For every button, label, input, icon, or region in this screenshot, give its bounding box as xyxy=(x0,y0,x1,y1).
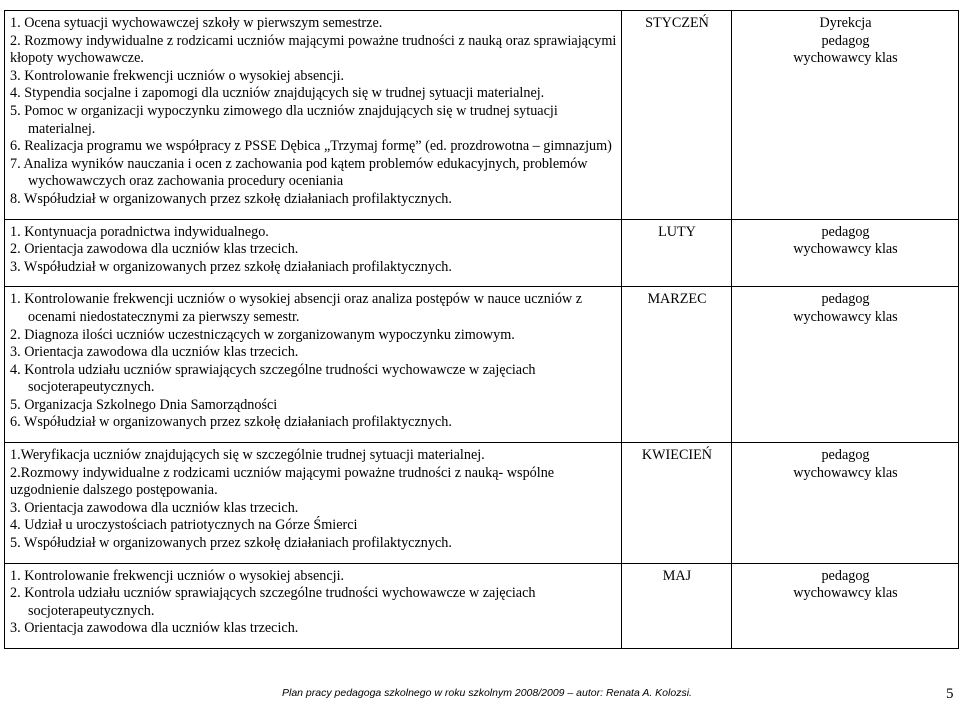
list-item: 3. Orientacja zawodowa dla uczniów klas trzecich. xyxy=(10,499,299,516)
month-cell xyxy=(622,443,732,564)
responsible-cell xyxy=(732,563,959,648)
list-item: 1. Kontrolowanie frekwencji uczniów o wysokiej absencji. xyxy=(10,567,345,584)
list-item: 7. Analiza wyników nauczania i ocen z zachowania pod kątem problemów edukacyjnych, problemów wychowawczych oraz zachowania procedury oceniania xyxy=(10,155,588,190)
list-item: 4. Udział u uroczystościach patriotycznych na Górze Śmierci xyxy=(10,517,358,534)
month-cell xyxy=(622,287,732,443)
tasks-cell xyxy=(5,219,622,287)
month-label: MARZEC xyxy=(647,291,707,308)
tasks-cell xyxy=(5,563,622,648)
list-item: 2. Rozmowy indywidualne z rodzicami uczniów mającymi poważne trudności z nauką oraz sprawiającymi kłopoty wychowawcze. xyxy=(10,32,617,67)
list-item: 5. Współudział w organizowanych przez szkołę działaniach profilaktycznych. xyxy=(10,535,452,552)
list-item: 3. Orientacja zawodowa dla uczniów klas trzecich. xyxy=(10,620,299,637)
month-label: KWIECIEŃ xyxy=(641,447,713,464)
responsible-line: wychowawcy klas xyxy=(793,464,898,481)
responsible-cell xyxy=(732,11,959,220)
responsible-line: pedagog xyxy=(821,567,870,584)
list-item: 1. Kontynuacja poradnictwa indywidualnego. xyxy=(10,223,269,240)
responsible-line: wychowawcy klas xyxy=(793,585,898,602)
work-plan-table xyxy=(4,10,959,649)
list-item: 1. Kontrolowanie frekwencji uczniów o wysokiej absencji oraz analiza postępów w nauce uczniów z ocenami niedostatecznymi za pierwszy semestr. xyxy=(10,291,583,325)
responsible-line: wychowawcy klas xyxy=(793,241,898,258)
responsible-line: wychowawcy klas xyxy=(793,308,898,325)
month-label: MAJ xyxy=(662,567,692,584)
responsible-line: pedagog xyxy=(821,32,870,49)
table-row xyxy=(5,443,959,564)
list-item: 6. Współudział w organizowanych przez szkołę działaniach profilaktycznych. xyxy=(10,414,452,431)
responsible-line: pedagog xyxy=(821,223,870,240)
list-item: 2. Orientacja zawodowa dla uczniów klas trzecich. xyxy=(10,241,299,258)
list-item: 2.Rozmowy indywidualne z rodzicami uczniów mającymi poważne trudności z nauką- wspólne uzgodnienie dalszego postępowania. xyxy=(10,464,555,499)
list-item: 2. Diagnoza ilości uczniów uczestniczących w zorganizowanym wypoczynku zimowym. xyxy=(10,326,515,343)
month-cell xyxy=(622,219,732,287)
month-cell xyxy=(622,11,732,220)
table-row xyxy=(5,287,959,443)
list-item: 5. Organizacja Szkolnego Dnia Samorządności xyxy=(10,396,278,413)
tasks-cell xyxy=(5,443,622,564)
list-item: 1. Ocena sytuacji wychowawczej szkoły w pierwszym semestrze. xyxy=(10,15,383,31)
list-item: 3. Orientacja zawodowa dla uczniów klas trzecich. xyxy=(10,344,299,361)
table-row xyxy=(5,219,959,287)
list-item: 4. Stypendia socjalne i zapomogi dla uczniów znajdujących się w trudnej sytuacji materialnej. xyxy=(10,85,545,102)
tasks-cell xyxy=(5,287,622,443)
responsible-cell xyxy=(732,219,959,287)
list-item: 3. Współudział w organizowanych przez szkołę działaniach profilaktycznych. xyxy=(10,258,452,275)
responsible-line: pedagog xyxy=(821,447,870,464)
list-item: 2. Kontrola udziału uczniów sprawiających szczególne trudności wychowawcze w zajęciach socjoterapeutycznych. xyxy=(10,585,536,619)
page-number: 5 xyxy=(946,686,954,702)
list-item: 5. Pomoc w organizacji wypoczynku zimowego dla uczniów znajdujących się w trudnej sytuacji materialnej. xyxy=(10,102,558,137)
table-row xyxy=(5,11,959,220)
month-cell xyxy=(622,563,732,648)
list-item: 4. Kontrola udziału uczniów sprawiających szczególne trudności wychowawcze w zajęciach socjoterapeutycznych. xyxy=(10,361,536,396)
responsible-cell xyxy=(732,443,959,564)
responsible-cell xyxy=(732,287,959,443)
month-label: STYCZEŃ xyxy=(645,15,709,31)
month-label: LUTY xyxy=(658,223,696,240)
page-footer: Plan pracy pedagoga szkolnego w roku szkolnym 2008/2009 – autor: Renata A. Kolozsi. xyxy=(282,687,692,699)
table-row xyxy=(5,563,959,648)
tasks-cell xyxy=(5,11,622,220)
list-item: 3. Kontrolowanie frekwencji uczniów o wysokiej absencji. xyxy=(10,67,345,84)
list-item: 6. Realizacja programu we współpracy z PSSE Dębica „Trzymaj formę” (ed. prozdrowotna – gimnazjum) xyxy=(10,138,612,155)
list-item: 1.Weryfikacja uczniów znajdujących się w szczególnie trudnej sytuacji materialnej. xyxy=(10,447,485,464)
list-item: 8. Współudział w organizowanych przez szkołę działaniach profilaktycznych. xyxy=(10,190,452,207)
responsible-line: pedagog xyxy=(821,291,870,308)
responsible-line: wychowawcy klas xyxy=(793,50,898,67)
responsible-line: Dyrekcja xyxy=(819,15,872,31)
